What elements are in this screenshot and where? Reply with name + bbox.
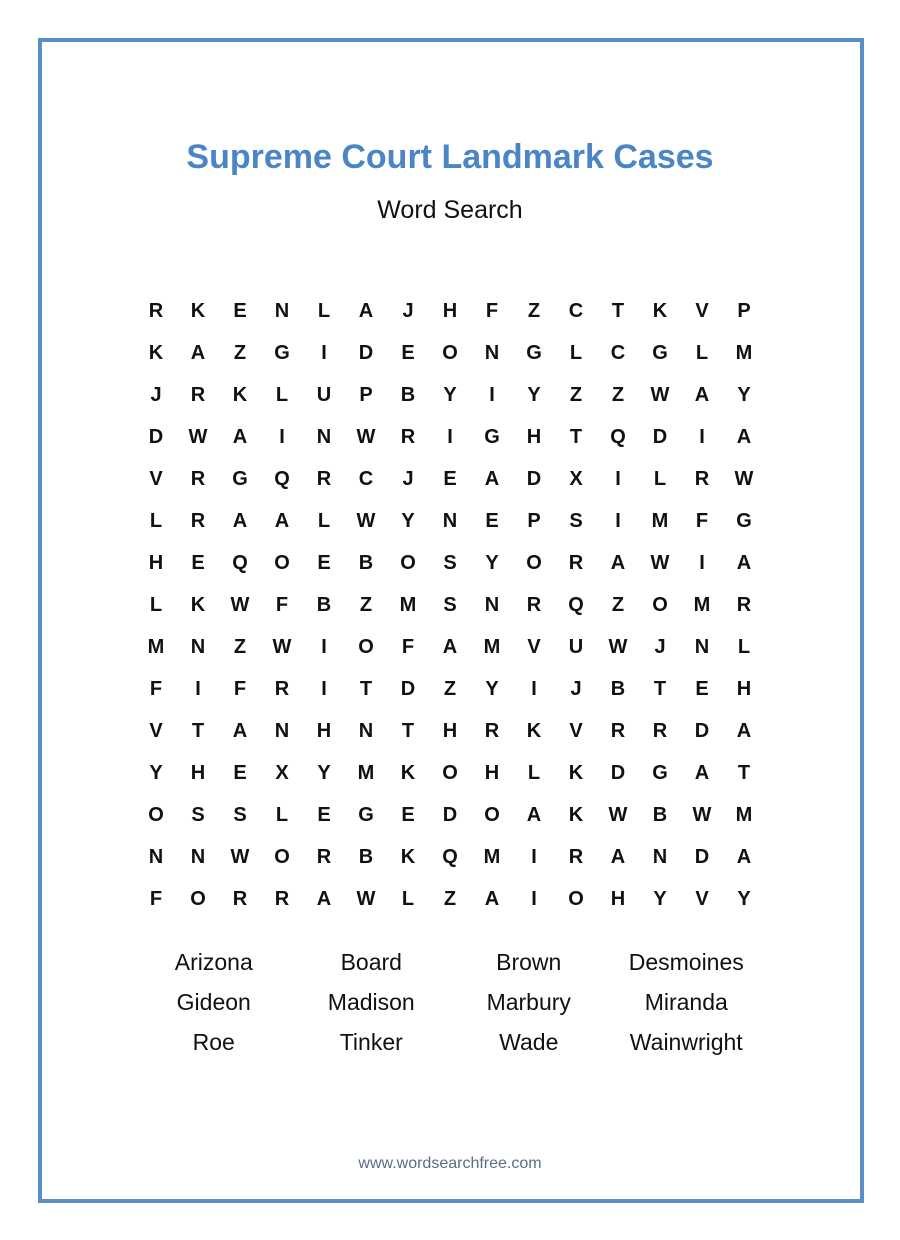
- grid-row: [135, 374, 765, 416]
- grid-letter: Y: [527, 384, 541, 406]
- grid-row: [135, 836, 765, 878]
- grid-letter: Y: [149, 762, 163, 784]
- grid-letter: W: [692, 804, 712, 826]
- grid-letter: W: [356, 426, 376, 448]
- grid-letter: V: [149, 468, 163, 490]
- grid-letter: M: [735, 342, 753, 364]
- grid-letter: L: [527, 762, 541, 784]
- grid-letter: A: [694, 384, 710, 406]
- grid-letter: N: [358, 720, 374, 742]
- grid-letter: G: [358, 804, 374, 826]
- grid-letter: M: [399, 594, 417, 616]
- grid-letter: I: [489, 384, 495, 406]
- grid-letter: K: [568, 804, 584, 826]
- grid-letter: O: [274, 552, 290, 574]
- word-list-item: Gideon: [176, 989, 251, 1015]
- grid-letter: A: [610, 846, 626, 868]
- grid-letter: O: [442, 342, 458, 364]
- grid-letter: K: [652, 300, 668, 322]
- grid-letter: K: [148, 342, 164, 364]
- grid-letter: R: [484, 720, 500, 742]
- grid-letter: W: [608, 804, 628, 826]
- grid-letter: J: [654, 636, 666, 658]
- grid-letter: D: [148, 426, 164, 448]
- grid-letter: H: [316, 720, 332, 742]
- word-list-item: Wainwright: [629, 1029, 743, 1055]
- grid-letter: S: [443, 552, 457, 574]
- grid-letter: H: [736, 678, 752, 700]
- grid-letter: A: [484, 888, 500, 910]
- word-list-item: Roe: [192, 1029, 235, 1055]
- grid-letter: O: [274, 846, 290, 868]
- grid-letter: R: [232, 888, 248, 910]
- grid-letter: Z: [443, 678, 457, 700]
- grid-letter: R: [148, 300, 164, 322]
- grid-letter: N: [148, 846, 164, 868]
- page-title: Supreme Court Landmark Cases: [186, 138, 714, 176]
- grid-letter: I: [195, 678, 201, 700]
- grid-letter: F: [275, 594, 289, 616]
- grid-letter: I: [321, 636, 327, 658]
- grid-letter: O: [442, 762, 458, 784]
- grid-letter: J: [570, 678, 582, 700]
- grid-row: [135, 794, 765, 836]
- grid-letter: B: [652, 804, 668, 826]
- grid-letter: T: [737, 762, 751, 784]
- grid-letter: G: [652, 762, 668, 784]
- grid-letter: A: [736, 426, 752, 448]
- grid-letter: I: [615, 510, 621, 532]
- grid-letter: Z: [443, 888, 457, 910]
- grid-letter: B: [610, 678, 626, 700]
- grid-letter: Z: [233, 342, 247, 364]
- grid-letter: L: [275, 384, 289, 406]
- grid-row: [135, 500, 765, 542]
- grid-letter: R: [274, 888, 290, 910]
- grid-letter: U: [316, 384, 332, 406]
- grid-letter: S: [233, 804, 247, 826]
- grid-letter: D: [694, 846, 710, 868]
- grid-letter: Z: [611, 384, 625, 406]
- grid-letter: W: [188, 426, 208, 448]
- grid-letter: R: [526, 594, 542, 616]
- grid-letter: R: [274, 678, 290, 700]
- grid-letter: N: [190, 846, 206, 868]
- grid-row: [135, 332, 765, 374]
- grid-letter: R: [610, 720, 626, 742]
- grid-letter: I: [279, 426, 285, 448]
- grid-row: [135, 290, 765, 332]
- grid-letter: K: [400, 762, 416, 784]
- grid-letter: P: [527, 510, 541, 532]
- grid-letter: Z: [527, 300, 541, 322]
- word-list-item: Miranda: [644, 989, 728, 1015]
- grid-letter: T: [191, 720, 205, 742]
- grid-letter: W: [650, 552, 670, 574]
- grid-letter: L: [149, 594, 163, 616]
- grid-letter: E: [233, 300, 247, 322]
- grid-letter: O: [400, 552, 416, 574]
- grid-letter: M: [735, 804, 753, 826]
- grid-letter: W: [650, 384, 670, 406]
- grid-letter: E: [401, 804, 415, 826]
- grid-letter: W: [230, 846, 250, 868]
- grid-letter: W: [734, 468, 754, 490]
- grid-letter: H: [442, 720, 458, 742]
- grid-letter: A: [274, 510, 290, 532]
- grid-letter: R: [694, 468, 710, 490]
- grid-letter: H: [610, 888, 626, 910]
- grid-letter: L: [401, 888, 415, 910]
- grid-letter: I: [447, 426, 453, 448]
- grid-letter: H: [148, 552, 164, 574]
- letter-grid: [135, 290, 765, 920]
- grid-letter: L: [569, 342, 583, 364]
- word-list-item: Wade: [499, 1029, 559, 1055]
- grid-letter: L: [317, 300, 331, 322]
- grid-letter: A: [526, 804, 542, 826]
- grid-letter: D: [694, 720, 710, 742]
- grid-letter: K: [190, 594, 206, 616]
- grid-letter: A: [736, 846, 752, 868]
- grid-letter: C: [568, 300, 584, 322]
- grid-letter: C: [358, 468, 374, 490]
- grid-letter: F: [401, 636, 415, 658]
- word-list-item: Marbury: [486, 989, 571, 1015]
- grid-letter: L: [653, 468, 667, 490]
- grid-letter: F: [695, 510, 709, 532]
- grid-letter: Z: [569, 384, 583, 406]
- grid-letter: I: [321, 342, 327, 364]
- grid-letter: V: [149, 720, 163, 742]
- grid-letter: P: [737, 300, 751, 322]
- grid-letter: K: [190, 300, 206, 322]
- grid-letter: K: [526, 720, 542, 742]
- grid-letter: A: [484, 468, 500, 490]
- grid-letter: V: [695, 888, 709, 910]
- grid-letter: O: [358, 636, 374, 658]
- grid-letter: W: [230, 594, 250, 616]
- grid-letter: D: [400, 678, 416, 700]
- grid-letter: R: [316, 468, 332, 490]
- grid-letter: T: [611, 300, 625, 322]
- grid-letter: Z: [233, 636, 247, 658]
- grid-letter: S: [569, 510, 583, 532]
- grid-row: [135, 458, 765, 500]
- grid-letter: Q: [568, 594, 584, 616]
- grid-row: [135, 752, 765, 794]
- grid-letter: N: [442, 510, 458, 532]
- grid-letter: Y: [485, 552, 499, 574]
- grid-letter: Q: [442, 846, 458, 868]
- grid-letter: X: [569, 468, 583, 490]
- grid-row: [135, 668, 765, 710]
- grid-letter: G: [484, 426, 500, 448]
- grid-letter: H: [190, 762, 206, 784]
- grid-letter: A: [610, 552, 626, 574]
- grid-row: [135, 542, 765, 584]
- grid-letter: M: [483, 636, 501, 658]
- grid-letter: S: [443, 594, 457, 616]
- grid-letter: Y: [401, 510, 415, 532]
- grid-letter: N: [694, 636, 710, 658]
- grid-letter: D: [526, 468, 542, 490]
- grid-letter: U: [568, 636, 584, 658]
- grid-letter: N: [190, 636, 206, 658]
- grid-letter: A: [694, 762, 710, 784]
- grid-letter: F: [485, 300, 499, 322]
- grid-letter: N: [652, 846, 668, 868]
- grid-letter: A: [232, 426, 248, 448]
- grid-letter: D: [652, 426, 668, 448]
- grid-letter: B: [358, 846, 374, 868]
- grid-letter: A: [358, 300, 374, 322]
- grid-letter: R: [190, 510, 206, 532]
- grid-row: [135, 626, 765, 668]
- grid-row: [135, 878, 765, 920]
- grid-letter: E: [695, 678, 709, 700]
- grid-letter: O: [652, 594, 668, 616]
- grid-letter: B: [358, 552, 374, 574]
- grid-letter: T: [401, 720, 415, 742]
- grid-letter: W: [356, 510, 376, 532]
- grid-letter: F: [149, 678, 163, 700]
- grid-letter: E: [317, 552, 331, 574]
- grid-letter: R: [568, 552, 584, 574]
- grid-letter: O: [526, 552, 542, 574]
- grid-letter: N: [274, 720, 290, 742]
- grid-letter: Y: [443, 384, 457, 406]
- grid-letter: L: [737, 636, 751, 658]
- grid-letter: D: [610, 762, 626, 784]
- grid-letter: V: [695, 300, 709, 322]
- grid-letter: T: [569, 426, 583, 448]
- grid-letter: A: [736, 552, 752, 574]
- grid-letter: L: [695, 342, 709, 364]
- page-subtitle: Word Search: [377, 196, 523, 224]
- grid-letter: N: [484, 342, 500, 364]
- grid-letter: E: [233, 762, 247, 784]
- grid-letter: F: [233, 678, 247, 700]
- grid-letter: G: [736, 510, 752, 532]
- grid-row: [135, 584, 765, 626]
- grid-letter: Y: [653, 888, 667, 910]
- grid-letter: E: [317, 804, 331, 826]
- grid-letter: R: [400, 426, 416, 448]
- grid-letter: O: [568, 888, 584, 910]
- grid-letter: H: [484, 762, 500, 784]
- grid-letter: E: [443, 468, 457, 490]
- grid-letter: W: [608, 636, 628, 658]
- grid-letter: Y: [317, 762, 331, 784]
- grid-letter: D: [358, 342, 374, 364]
- word-list-item: Board: [340, 949, 402, 975]
- grid-letter: F: [149, 888, 163, 910]
- grid-row: [135, 416, 765, 458]
- grid-letter: E: [191, 552, 205, 574]
- grid-letter: Z: [611, 594, 625, 616]
- grid-letter: I: [321, 678, 327, 700]
- word-list-item: Tinker: [339, 1029, 403, 1055]
- grid-letter: J: [150, 384, 162, 406]
- grid-letter: G: [274, 342, 290, 364]
- grid-letter: H: [442, 300, 458, 322]
- grid-letter: L: [149, 510, 163, 532]
- grid-letter: N: [316, 426, 332, 448]
- grid-letter: R: [190, 384, 206, 406]
- grid-letter: I: [531, 678, 537, 700]
- grid-letter: K: [568, 762, 584, 784]
- grid-letter: W: [272, 636, 292, 658]
- grid-letter: L: [317, 510, 331, 532]
- grid-letter: N: [484, 594, 500, 616]
- grid-letter: A: [316, 888, 332, 910]
- grid-letter: M: [483, 846, 501, 868]
- grid-letter: K: [400, 846, 416, 868]
- grid-letter: M: [693, 594, 711, 616]
- grid-letter: G: [232, 468, 248, 490]
- grid-letter: O: [148, 804, 164, 826]
- grid-letter: L: [275, 804, 289, 826]
- grid-letter: O: [484, 804, 500, 826]
- grid-letter: O: [190, 888, 206, 910]
- grid-letter: R: [190, 468, 206, 490]
- word-list: [135, 942, 765, 1062]
- grid-letter: D: [442, 804, 458, 826]
- grid-letter: Z: [359, 594, 373, 616]
- grid-letter: M: [357, 762, 375, 784]
- grid-letter: V: [569, 720, 583, 742]
- grid-letter: I: [531, 888, 537, 910]
- grid-letter: I: [699, 426, 705, 448]
- grid-letter: M: [651, 510, 669, 532]
- grid-letter: G: [526, 342, 542, 364]
- grid-letter: M: [147, 636, 165, 658]
- grid-letter: S: [191, 804, 205, 826]
- grid-letter: X: [275, 762, 289, 784]
- grid-letter: B: [400, 384, 416, 406]
- grid-letter: I: [531, 846, 537, 868]
- grid-letter: T: [653, 678, 667, 700]
- grid-letter: Y: [737, 888, 751, 910]
- grid-letter: Q: [610, 426, 626, 448]
- grid-letter: G: [652, 342, 668, 364]
- grid-letter: C: [610, 342, 626, 364]
- grid-letter: R: [652, 720, 668, 742]
- grid-letter: T: [359, 678, 373, 700]
- grid-letter: J: [402, 468, 414, 490]
- grid-letter: E: [401, 342, 415, 364]
- grid-letter: H: [526, 426, 542, 448]
- grid-letter: P: [359, 384, 373, 406]
- grid-letter: I: [699, 552, 705, 574]
- word-list-item: Brown: [496, 949, 562, 975]
- word-list-item: Arizona: [174, 949, 253, 975]
- grid-letter: R: [316, 846, 332, 868]
- grid-letter: B: [316, 594, 332, 616]
- grid-letter: E: [485, 510, 499, 532]
- grid-letter: A: [190, 342, 206, 364]
- grid-row: [135, 710, 765, 752]
- grid-letter: R: [736, 594, 752, 616]
- grid-letter: J: [402, 300, 414, 322]
- grid-letter: Y: [485, 678, 499, 700]
- grid-letter: V: [527, 636, 541, 658]
- grid-letter: W: [356, 888, 376, 910]
- grid-letter: Q: [274, 468, 290, 490]
- word-list-item: Madison: [327, 989, 415, 1015]
- grid-letter: R: [568, 846, 584, 868]
- grid-letter: I: [615, 468, 621, 490]
- grid-letter: A: [736, 720, 752, 742]
- grid-letter: N: [274, 300, 290, 322]
- grid-letter: K: [232, 384, 248, 406]
- grid-letter: A: [442, 636, 458, 658]
- footer-url: www.wordsearchfree.com: [358, 1155, 542, 1172]
- grid-letter: Q: [232, 552, 248, 574]
- grid-letter: A: [232, 510, 248, 532]
- grid-letter: A: [232, 720, 248, 742]
- word-list-item: Desmoines: [628, 949, 744, 975]
- grid-letter: Y: [737, 384, 751, 406]
